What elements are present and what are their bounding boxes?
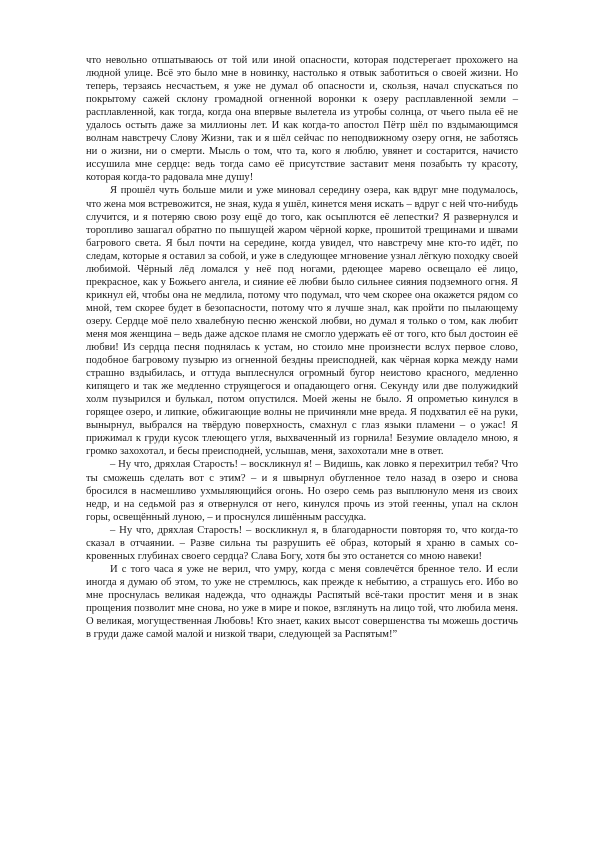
paragraph-5: И с того часа я уже не верил, что умру, когда с меня совлечётся бренное тело. И если иногда я думаю об этом, то уже не стремлюсь, как прежде к небытию, а страшусь его. Ибо во мне проснулась великая надежда, что однажды Распятый всё-таки простит меня и в знак прощения позволит мне снова, но уже в мире и покое, взглянуть на лицо той, что любила меня. О великая, могущественная Любовь! Кто знает, каких высот совершенства ты можешь достичь в груди даже самой малой и низкой твари, следующей за Распятым!”: [86, 563, 518, 641]
paragraph-4: – Ну что, дряхлая Старость! – воскликнул я, в благодарности повторяя то, что когда-то сказал в отчаянии. – Разве сильна ты разрушить её образ, который я храню в самых сокровенных глубинах своего сердца? Слава Богу, хотя бы это останется со мною навеки!: [86, 524, 518, 562]
document-page: [86, 54, 518, 641]
paragraph-2: Я прошёл чуть больше мили и уже миновал середину озера, как вдруг мне подумалось, что жена моя встревожится, не зная, куда я ушёл, кинется меня искать – вдруг с ней что-нибудь случится, и я потеряю свою розу ещё до того, как осыплются её лепестки? Я развернулся и торопливо зашагал обратно по пышущей жаром чёрной корке, прошитой трещинами и швами багрового света. Я был почти на середине, когда увидел, что навстречу мне кто-то идёт, по следам, которые я оставил за собой, и уже в следующее мгновение узнал лёгкую походку своей любимой. Чёрный лёд ломался у неё под ногами, рдеющее марево освещало её лицо, прекрасное, как у Божьего ангела, и сияние её любви было сильнее сияния подземного огня. Я крикнул ей, чтобы она не медлила, потому что подумал, что чем скорее она окажется рядом со мной, тем скорее будет в безопасности, потому что я лучше знал, как пройти по пылающему озеру. Сердце моё пело хвалебную песню женской любви, но думал я только о том, как любит меня моя женщина – ведь даже адское пламя не смогло удержать её от того, кто был достоин её любви! Из сердца песня поднялась к устам, но стоило мне произнести вслух первое слово, подобное багровому пузырю из огненной бездны преисподней, как чёрная корка между нами страшно вздыбилась, и оттуда выплеснулся огромный бугор неистово красного, медленно кипящего и так же медленно струящегося и опадающего огня. Секунду или две полужидкий холм пузырился и булькал, потом опустился. Моей жены не было. Я опрометью кинулся в горящее озеро, и липкие, обжигающие волны не причиняли мне вреда. Я подхватил её на руки, вынырнул, выбрался на твёрдую поверхность, смахнул с глаз языки пламени – о ужас! Я прижимал к груди кусок тлеющего угля, выхваченный из горнила! Безумие овладело мною, я громко захохотал, и бесы преисподней, услышав, меня, захохотали мне в ответ.: [86, 185, 518, 458]
paragraph-1: что невольно отшатываюсь от той или иной опасности, которая подстерегает прохожего на людной улице. Всё это было мне в новинку, настолько я отвык заботиться о своей жизни. Но теперь, терзаясь несчастьем, я уже не думал об опасности и, скользя, начал спускаться по покрытому сажей склону громадной огненной воронки к озеру расплавленной земли – расплавленной, как тогда, когда она впервые вылетела из утробы солнца, от чьего пыла её не удалось остыть даже за миллионы лет. И как когда-то апостол Пётр шёл по вздымающимся волнам навстречу Слову Жизни, так и я шёл сейчас по неподвижному озеру огня, не заботясь ни о жизни, ни о смерти. Мысль о том, что та, кого я люблю, увянет и состарится, начисто иссушила мне сердце: ведь тогда само её присутствие заставит меня позабыть ту красоту, которая когда-то радовала мне душу!: [86, 55, 518, 184]
paragraph-3: – Ну что, дряхлая Старость! – воскликнул я! – Видишь, как ловко я перехитрил тебя? Что ты сможешь сделать вот с этим? – и я швырнул обугленное тело назад в озеро и снова бросился в насмешливо ухмыляющийся огонь. Но озеро семь раз выплюнуло меня из своих недр, и на седьмой раз я отвернулся от него, кинулся прочь из этой геенны, упал на склон горы, освещённый луною, – и проснулся лишённым рассудка.: [86, 459, 518, 523]
